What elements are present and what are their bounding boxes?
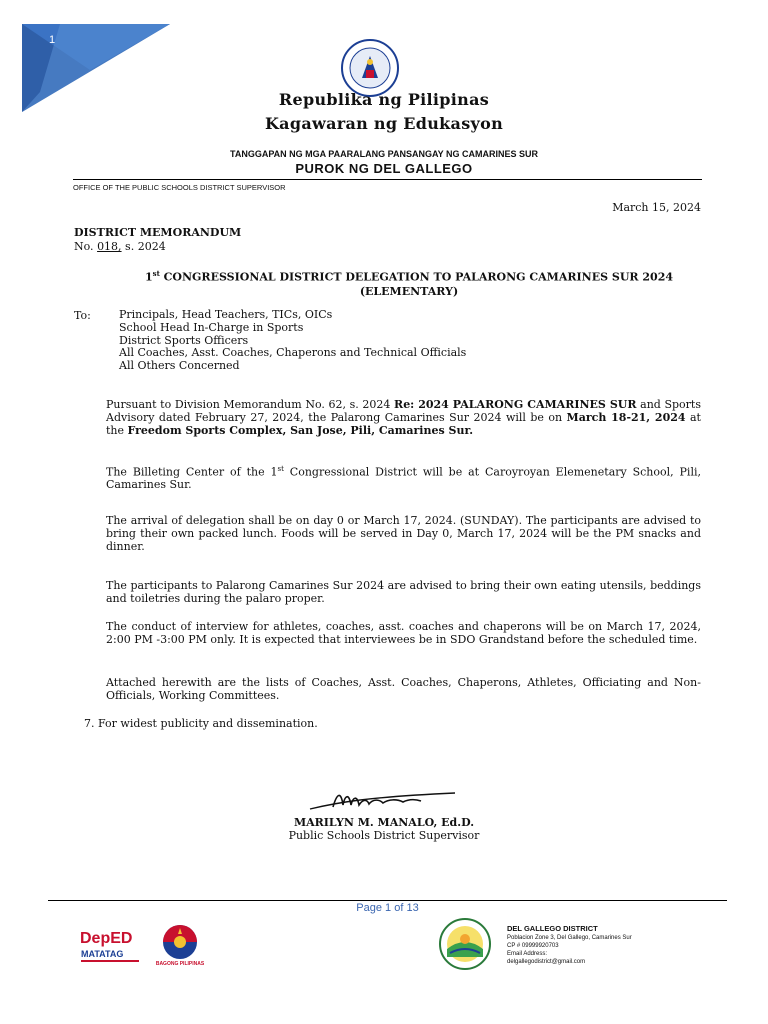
recipient-item: All Others Concerned bbox=[119, 359, 240, 373]
recipients-label: To: bbox=[74, 309, 91, 322]
memo-subject: 1st CONGRESSIONAL DISTRICT DELEGATION TO PALARONG CAMARINES SUR 2024 (ELEMENTARY) bbox=[144, 269, 674, 298]
paragraph-3: The arrival of delegation shall be on day 0 or March 17, 2024. (SUNDAY). The participants are advised to bring their own packed lunch. Foods will be served in Day 0, March 17, 2024 will be the PM snacks and dinner. bbox=[106, 514, 701, 553]
recipient-item: District Sports Officers bbox=[119, 333, 249, 347]
footer-divider bbox=[48, 900, 727, 901]
supervisor-office-label: OFFICE OF THE PUBLIC SCHOOLS DISTRICT SUPERVISOR bbox=[73, 183, 286, 192]
district-seal-icon bbox=[438, 917, 492, 971]
memo-date: March 15, 2024 bbox=[612, 201, 701, 214]
recipient-item: All Coaches, Asst. Coaches, Chaperons and Technical Officials bbox=[119, 346, 467, 360]
district-contact-block bbox=[507, 924, 632, 966]
deped-logo-text: DepED bbox=[80, 930, 133, 947]
memo-number-value: 018, bbox=[97, 240, 122, 253]
paragraph-6: Attached herewith are the lists of Coaches, Asst. Coaches, Chaperons, Athletes, Officiating and Non-Officials, Working Committees. bbox=[106, 676, 701, 702]
paragraph-1: Pursuant to Division Memorandum No. 62, s. 2024 Re: 2024 PALARONG CAMARINES SUR and Sports Advisory dated February 27, 2024, the Palarong Camarines Sur 2024 will be on March 18-21, 2024 at the Freedom Sports Complex, San Jose, Pili, Camarines Sur. bbox=[106, 398, 702, 437]
recipient-item: School Head In-Charge in Sports bbox=[119, 320, 304, 334]
district-phone: CP # 09999920703 bbox=[507, 943, 559, 949]
signatory-name: MARILYN M. MANALO, Ed.D. bbox=[293, 816, 475, 829]
recipient-item: Principals, Head Teachers, TICs, OICs bbox=[119, 308, 333, 321]
district-address: Poblacion Zone 3, Del Gallego, Camarines Sur bbox=[507, 935, 632, 941]
header-divider bbox=[73, 179, 702, 180]
matatag-logo-text: MATATAG bbox=[81, 949, 124, 959]
deped-matatag-logo-icon bbox=[80, 926, 142, 966]
signatory-position: Public Schools District Supervisor bbox=[288, 829, 480, 842]
district-email: delgallegodistrict@gmail.com bbox=[507, 959, 586, 965]
republic-heading: Republika ng Pilipinas bbox=[278, 90, 490, 109]
signature-icon bbox=[305, 783, 465, 817]
bagong-pilipinas-logo-icon bbox=[152, 922, 208, 968]
paragraph-2: The Billeting Center of the 1st Congressional District will be at Caroyroyan Elemenetary School, Pili, Camarines Sur. bbox=[106, 465, 701, 492]
district-name: DEL GALLEGO DISTRICT bbox=[507, 924, 598, 933]
memo-title: DISTRICT MEMORANDUM bbox=[74, 226, 242, 239]
page-indicator: Page 1 of 13 bbox=[356, 902, 419, 914]
memo-number: No. 018, s. 2024 bbox=[74, 240, 166, 253]
paragraph-5: The conduct of interview for athletes, coaches, asst. coaches and chaperons will be on March 17, 2024, 2:00 PM -3:00 PM only. It is expected that interviewees be in SDO Grandstand before the scheduled time. bbox=[106, 620, 701, 646]
recipients-list bbox=[119, 309, 466, 373]
division-office-heading: TANGGAPAN NG MGA PAARALANG PANSANGAY NG CAMARINES SUR bbox=[229, 149, 538, 159]
paragraph-4: The participants to Palarong Camarines Sur 2024 are advised to bring their own eating utensils, beddings and toiletries during the palaro proper. bbox=[106, 579, 701, 605]
page-badge-number: 1 bbox=[49, 34, 56, 46]
email-label: Email Address: bbox=[507, 951, 548, 957]
bagong-pilipinas-text: BAGONG PILIPINAS bbox=[155, 961, 205, 967]
department-heading: Kagawaran ng Edukasyon bbox=[264, 114, 504, 133]
district-heading: PUROK NG DEL GALLEGO bbox=[295, 161, 473, 176]
deped-seal-icon bbox=[340, 38, 400, 98]
paragraph-7: 7. For widest publicity and dissemination. bbox=[84, 717, 318, 730]
